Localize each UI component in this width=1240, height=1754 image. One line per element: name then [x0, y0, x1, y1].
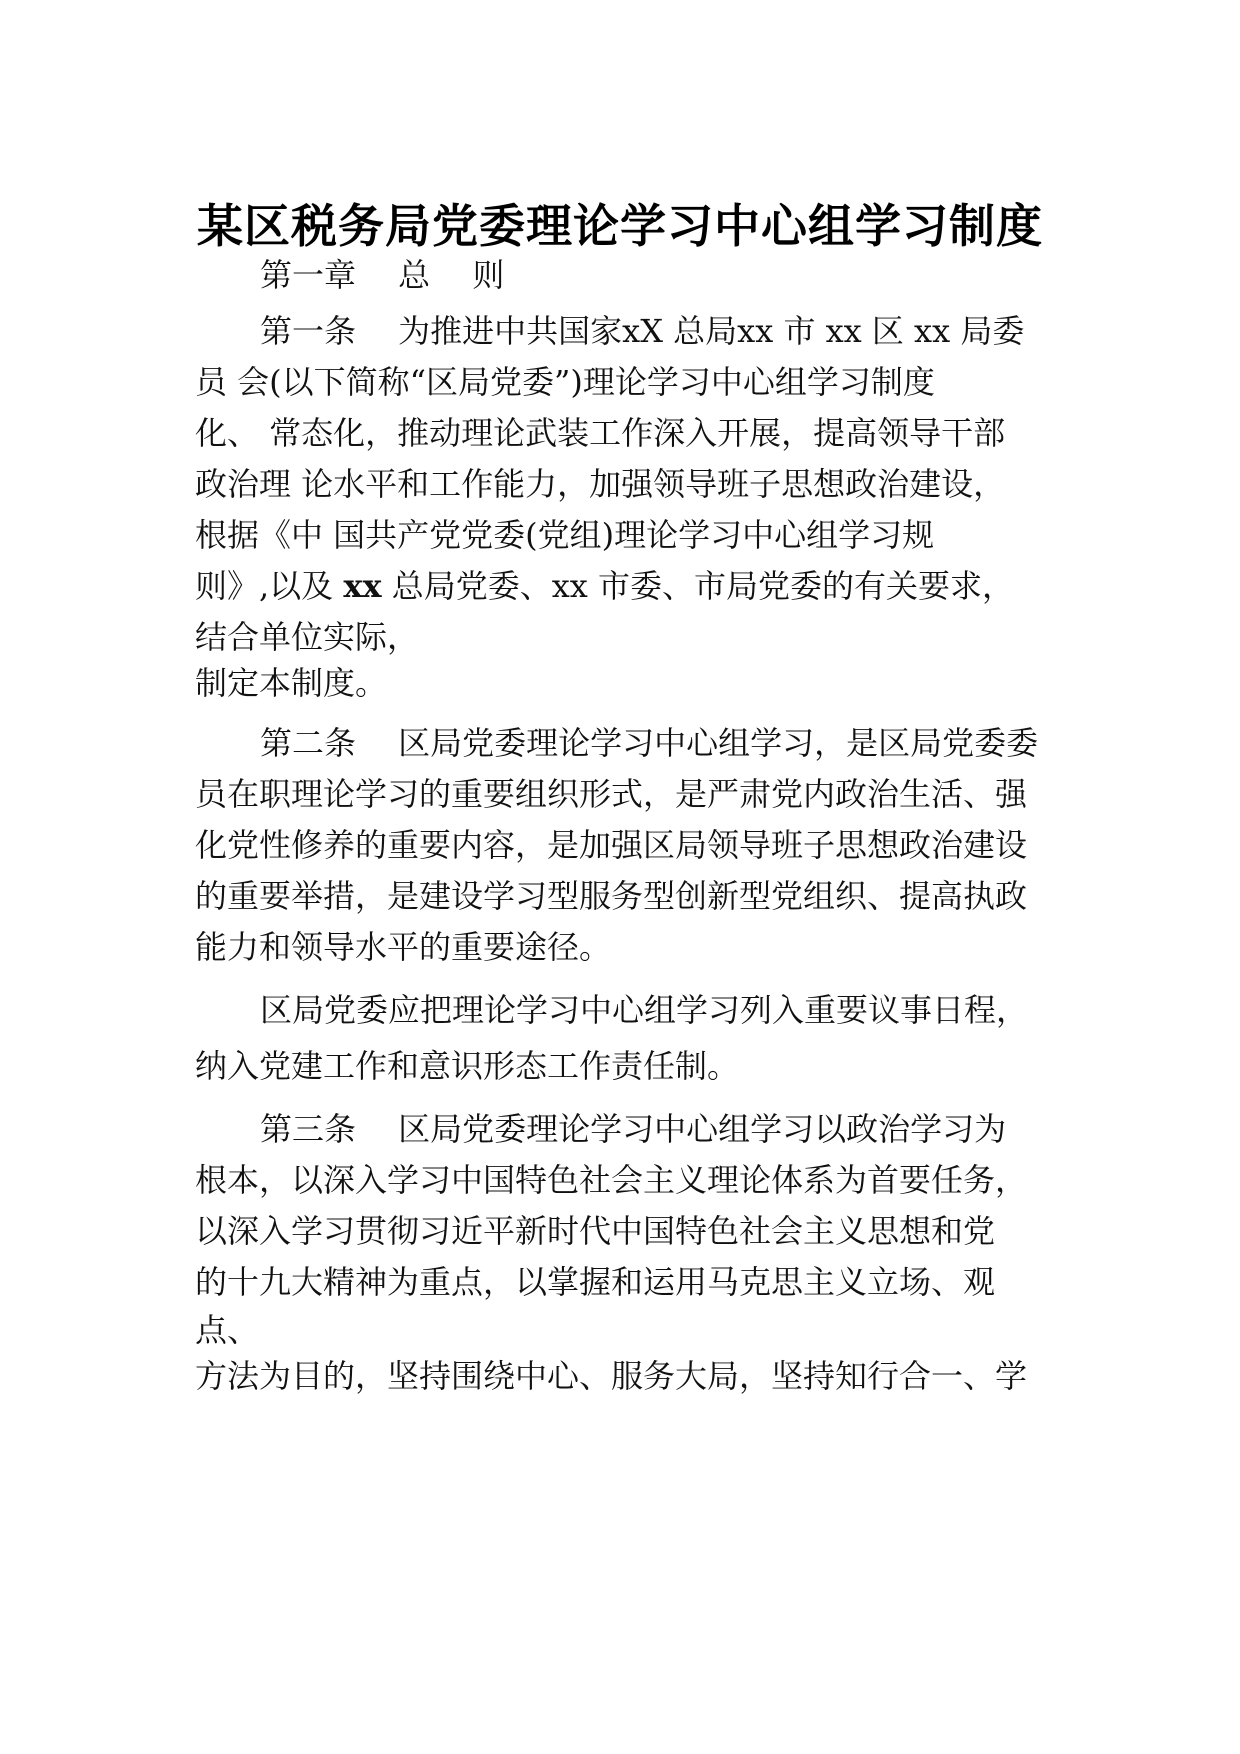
paragraph-line: 能力和领导水平的重要途径。: [195, 928, 612, 966]
paragraph-line: 区局党委应把理论学习中心组学习列入重要议事日程，: [260, 991, 1029, 1029]
paragraph-line-mixed: [195, 566, 1014, 606]
paragraph-line: 化、 常态化，推动理论武装工作深入开展，提高领导干部: [195, 414, 1006, 452]
paragraph-line: 的重要举措，是建设学习型服务型创新型党组织、提高执政: [195, 877, 1028, 915]
paragraph-line: 第三条 区局党委理论学习中心组学习以政治学习为: [260, 1110, 1007, 1148]
paragraph-line: 以深入学习贯彻习近平新时代中国特色社会主义思想和党: [195, 1212, 996, 1250]
paragraph-line: 化党性修养的重要内容，是加强区局领导班子思想政治建设: [195, 826, 1028, 864]
paragraph-line: 制定本制度。: [195, 664, 388, 702]
line-text-part: 则》,以及: [195, 567, 344, 605]
paragraph-line: 纳入党建工作和意识形态工作责任制。: [195, 1047, 740, 1085]
paragraph-line: 员 会(以下简称“区局党委”)理论学习中心组学习制度: [195, 363, 935, 401]
paragraph-line: 第二条 区局党委理论学习中心组学习，是区局党委委: [260, 724, 1039, 762]
line-text-bold: xx: [343, 567, 382, 605]
paragraph-line: 第一条 为推进中共国家xX 总局xx 市 xx 区 xx 局委: [260, 312, 1025, 350]
paragraph-line: 政治理 论水平和工作能力，加强领导班子思想政治建设，: [195, 465, 1006, 503]
paragraph-line: 点、: [195, 1311, 260, 1349]
paragraph-line: 方法为目的，坚持围绕中心、服务大局，坚持知行合一、学: [195, 1357, 1028, 1395]
line-text-part: 总局党委、xx 市委、市局党委的有关要求，: [381, 567, 1014, 605]
paragraph-line: 根本，以深入学习中国特色社会主义理论体系为首要任务，: [195, 1161, 1028, 1199]
paragraph-line: 的十九大精神为重点，以掌握和运用马克思主义立场、观: [195, 1263, 996, 1301]
chapter-heading: 第一章 总 则: [260, 256, 505, 294]
paragraph-line: 根据《中 国共产党党委(党组)理论学习中心组学习规: [195, 516, 935, 554]
paragraph-line: 结合单位实际，: [195, 618, 420, 656]
paragraph-line: 员在职理论学习的重要组织形式，是严肃党内政治生活、强: [195, 775, 1028, 813]
document-title: 某区税务局党委理论学习中心组学习制度: [197, 199, 1043, 253]
